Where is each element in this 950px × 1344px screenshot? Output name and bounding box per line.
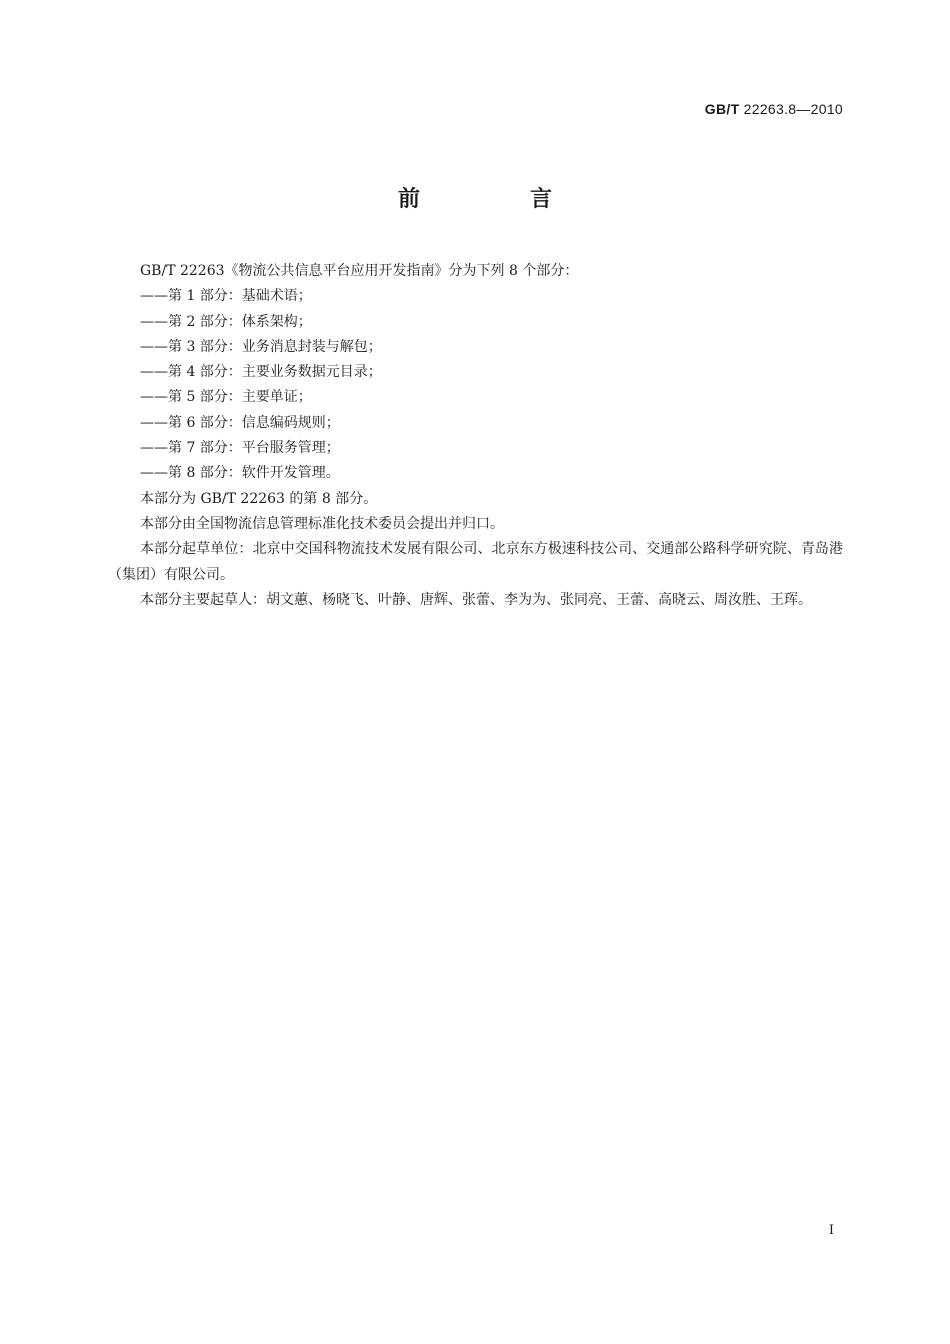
list-item-part-3: ——第 3 部分：业务消息封装与解包； xyxy=(140,338,382,355)
paragraph-proposer: 本部分由全国物流信息管理标准化技术委员会提出并归口。 xyxy=(140,515,504,532)
page-number: I xyxy=(828,1223,834,1238)
page-title: 前 言 xyxy=(397,187,596,212)
foreword-body xyxy=(108,259,843,613)
standard-number: 22263.8—2010 xyxy=(743,101,843,117)
list-item-part-2: ——第 2 部分：体系架构； xyxy=(140,313,312,330)
paragraph-drafters: 本部分主要起草人：胡文蕙、杨晓飞、叶静、唐辉、张蕾、李为为、张同亮、王蕾、高晓云、周汝胜、王珲。 xyxy=(140,591,812,608)
paragraph-drafting-units: 本部分起草单位：北京中交国科物流技术发展有限公司、北京东方极速科技公司、交通部公路科学研究院、青岛港（集团）有限公司。 xyxy=(108,541,843,583)
list-item-part-5: ——第 5 部分：主要单证； xyxy=(140,389,312,406)
list-item-part-1: ——第 1 部分：基础术语； xyxy=(140,288,312,305)
list-item-part-6: ——第 6 部分：信息编码规则； xyxy=(140,414,340,431)
paragraph-scope: 本部分为 GB/T 22263 的第 8 部分。 xyxy=(140,490,378,507)
standard-code xyxy=(705,101,843,117)
paragraph-intro: GB/T 22263《物流公共信息平台应用开发指南》分为下列 8 个部分： xyxy=(140,263,579,279)
list-item-part-7: ——第 7 部分：平台服务管理； xyxy=(140,440,340,457)
list-item-part-4: ——第 4 部分：主要业务数据元目录； xyxy=(140,364,382,381)
list-item-part-8: ——第 8 部分：软件开发管理。 xyxy=(140,465,340,482)
standard-prefix: GB/T xyxy=(704,101,740,117)
